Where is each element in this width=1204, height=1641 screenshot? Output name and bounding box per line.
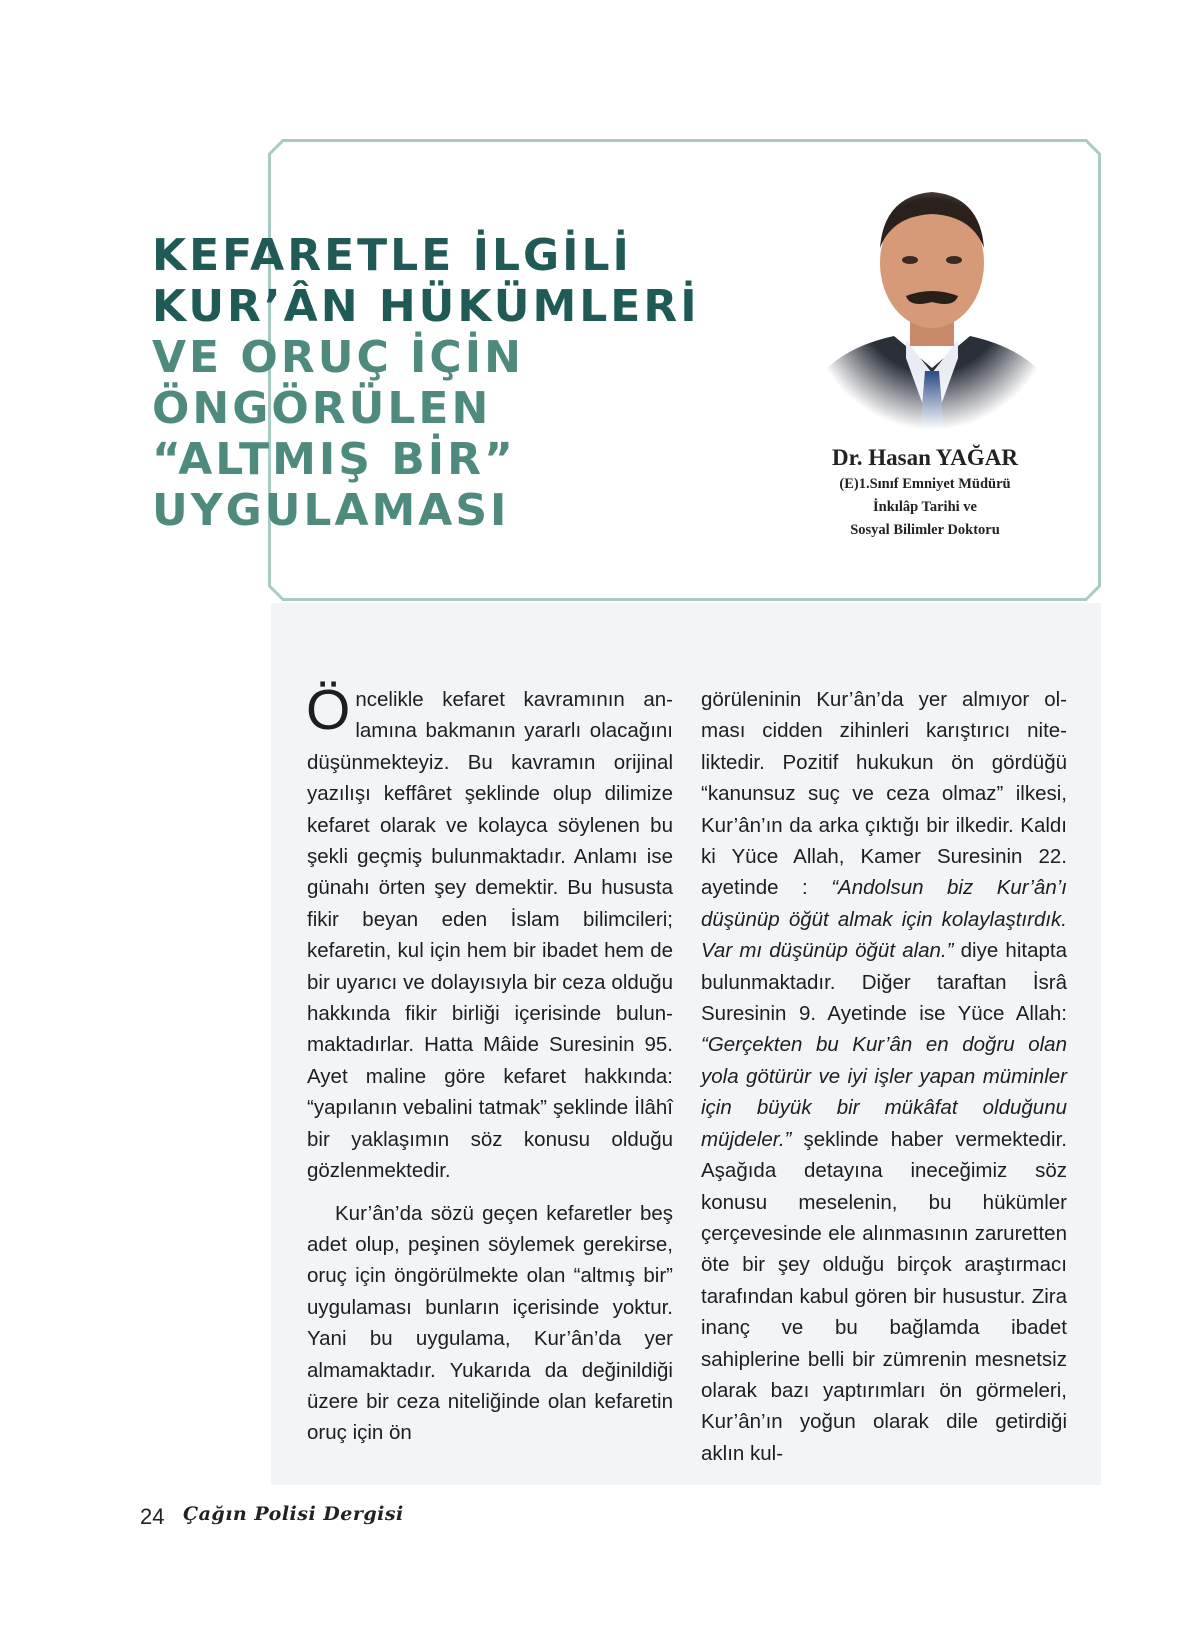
author-block [790,443,1060,542]
paragraph-3 [701,684,1067,1469]
text-column-1 [306,678,673,1449]
author-title-2: İnkılâp Tarihi ve [873,499,977,515]
title-line-1: KEFARETLE İLGİLİ [152,230,632,281]
quote-kamer-22: “Andolsun biz Kur’ân’ı düşünüp öğüt almak için kolaylaştırdık. Var mı düşünüp öğüt alan.” [701,876,1067,963]
drop-cap: Ö [306,678,351,742]
page-number: 24 [140,1504,165,1529]
author-name: Dr. Hasan YAĞAR [832,445,1018,470]
title-line-5: “ALTMIŞ BİR” [152,434,516,485]
paragraph-3-text-a: görüleninin Kur’ân’da yer almıyor olması cidden zihinleri karıştırıcı niteliktedir. Pozitif hukukun ön gördüğü “kanunsuz suç ve ceza olmaz” ilkesi, Kur’ân’ın da arka çıktığı bir ilkedir. Kaldı ki Yüce Allah, Kamer Suresinin 22. ayetinde : [701,688,1067,900]
title-line-6: UYGULAMASI [152,485,510,536]
paragraph-2: Kur’ân’da sözü geçen kefaretler beş adet olup, peşinen söylemek gerekirse, oruç için öngörülmekte olan “altmış bir” uygulaması bunların içerisinde yoktur. Yani bu uygulama, Kur’ân’da yer almamaktadır. Yukarıda da değinildiği üzere bir ceza niteliğinde olan kefaretin oruç için ön [307,1201,673,1445]
paragraph-3-text-c: şeklinde haber vermektedir. Aşağıda detayına ineceğimiz söz konusu meselenin, bu hükümler çerçevesinde ele alınmasının zaruretten öte bir şey olduğu birçok araştırmacı tarafından kabul gören bir husustur. Zira inanç ve bu bağlamda ibadet sahiplerine belli bir zümrenin mesnetsiz olarak bazı yaptırımları ön görmeleri, Kur’ân’ın yoğun olarak dile getirdiği aklın kul- [701,1127,1067,1465]
paragraph-1-text: ncelikle kefaret kavramının anlamına bakmanın yararlı olacağını düşünmekteyiz. Bu kavramın orijinal yazılışı keffâret şeklinde olup dilimize kefaret olarak ve kolayca söylenen bu şekli geçmiş bulunmaktadır. Anlamı ise günahı örten şey demektir. Bu hususta fikir beyan eden İslam bilimcileri; kefaretin, kul için hem bir ibadet hem de bir uyarıcı ve dolayısıyla bir ceza olduğu hakkında fikir birliği içerisinde bulunmaktadırlar. Hatta Mâide Suresinin 95. Ayet maline göre kefaret hakkında: “yapılanın vebalini tatmak” şeklinde İlâhî bir yaklaşımın söz konusu olduğu gözlenmektedir. [307,688,673,1183]
paragraph-1 [306,678,673,1187]
title-line-4: ÖNGÖRÜLEN [152,383,492,434]
title-line-3: VE ORUÇ İÇİN [152,332,524,383]
text-column-2 [701,684,1067,1469]
author-portrait-icon [814,168,1050,430]
magazine-title: Çağın Polisi Dergisi [183,1503,404,1525]
title-line-2: KUR’ÂN HÜKÜMLERİ [152,281,700,332]
paragraph-3-text-b: diye hitapta bulunmaktadır. Diğer taraftan İsrâ Suresinin 9. Ayetinde ise Yüce Allah: [701,939,1067,1026]
author-title-1: (E)1.Sınıf Emniyet Müdürü [839,476,1011,492]
author-title-3: Sosyal Bilimler Doktoru [850,522,1000,538]
quote-isra-9: “Gerçekten bu Kur’ân en doğru olan yola götürür ve iyi işler yapan müminler için büyük bir mükâfat olduğunu müjdeler.” [701,1033,1067,1151]
